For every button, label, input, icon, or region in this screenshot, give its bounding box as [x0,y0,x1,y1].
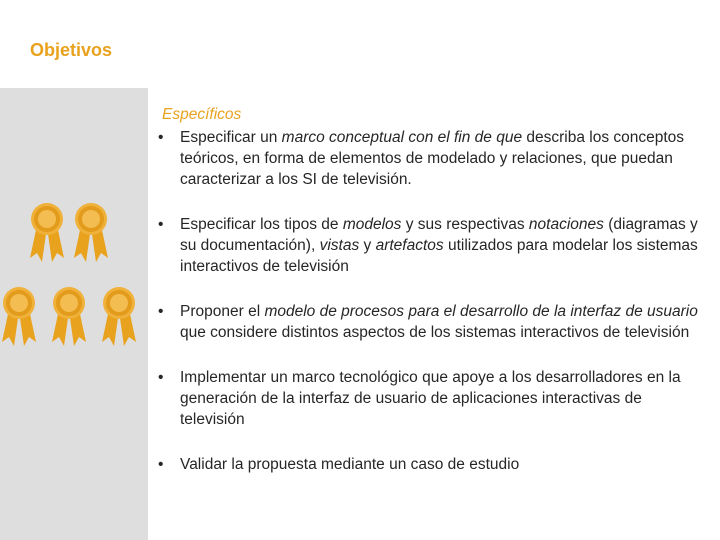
text: (diagramas y su documentación), [180,216,698,254]
text: Validar la propuesta mediante un caso de estudio [180,456,520,473]
bullet: • [158,129,164,146]
emphasis-text: modelos [342,216,402,233]
emphasis-text: vistas [319,237,360,254]
award-ribbon-icon [100,286,138,348]
text: y [359,237,376,254]
slide-title: Objetivos [30,40,113,60]
medal-group [0,88,148,540]
text: Especificar un [180,129,282,146]
award-ribbon-icon [0,286,38,348]
list-item [154,367,704,430]
emphasis-text: modelo de procesos para el desarrollo de la interfaz de usuario [264,303,698,320]
text: describa los conceptos teóricos, en forma de elementos de modelado y relaciones, que puedan caracterizar a los SI de televisión. [180,129,685,188]
text: y sus respectivas [401,216,529,233]
list-item [154,214,704,277]
text: que considere distintos aspectos de los sistemas interactivos de televisión [180,324,690,341]
list-item [154,454,704,475]
emphasis-text: notaciones [528,216,604,233]
emphasis-text: artefactos [375,237,444,254]
award-ribbon-icon [72,202,110,264]
text: utilizados para modelar los sistemas interactivos de televisión [180,237,698,275]
bullet: • [158,456,164,473]
subtitle-especificos: Específicos [162,106,242,123]
text: Implementar un marco tecnológico que apoye a los desarrolladores en la generación de la interfaz de usuario de aplicaciones interactivas de televisión [180,369,681,428]
list-item [154,301,704,343]
list-item [154,127,704,190]
emphasis-text: marco conceptual con el fin de que [281,129,523,146]
bullet: • [158,216,164,233]
award-ribbon-icon [28,202,66,264]
award-ribbon-icon [50,286,88,348]
text: Proponer el [180,303,265,320]
text: Especificar los tipos de [180,216,343,233]
objectives-list [154,127,704,475]
objectives-content [154,104,704,499]
bullet: • [158,369,164,386]
bullet: • [158,303,164,320]
